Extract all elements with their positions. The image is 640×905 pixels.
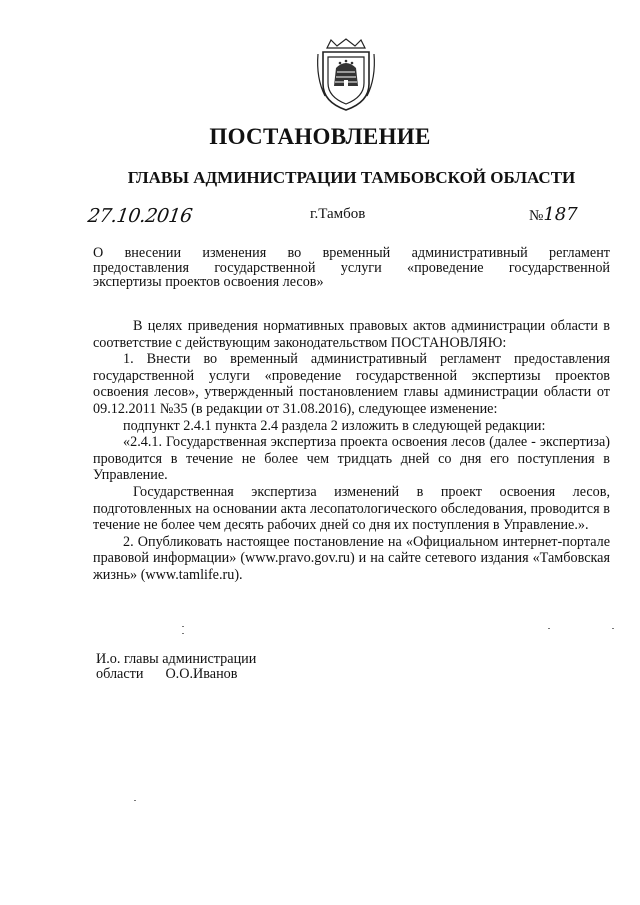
signature-position-line-1: И.о. главы администрации <box>96 651 257 667</box>
tambov-coat-of-arms-icon <box>315 38 377 112</box>
document-body <box>93 318 610 584</box>
document-subtitle: ГЛАВЫ АДМИНИСТРАЦИИ ТАМБОВСКОЙ ОБЛАСТИ <box>127 168 576 187</box>
subject-line-3: экспертизы проектов освоения лесов» <box>93 274 324 290</box>
document-number <box>529 204 578 225</box>
scan-speck <box>134 800 136 801</box>
signature-region: области <box>96 665 144 682</box>
scan-speck <box>182 626 184 627</box>
scan-speck <box>182 633 184 634</box>
document-subject <box>93 246 610 290</box>
paragraph-subitem: подпункт 2.4.1 пункта 2.4 раздела 2 изложить в следующей редакции: <box>123 417 546 434</box>
paragraph-quote-2: Государственная экспертиза изменений в проект освоения лесов, подготовленных на основании акта лесопатологического обследования, проводится в течение не более чем десять рабочих дней со дня их поступления в Управление.». <box>93 483 610 534</box>
document-date: 27.10.2016 <box>86 205 194 227</box>
paragraph-item-1: 1. Внести во временный административный регламент предоставления государственной услуги «проведение государственной экспертизы проектов освоения лесов», утвержденный постановлением главы администрации области от 09.12.2011 №35 (в редакции от 31.08.2016), следующее изменение: <box>93 351 610 417</box>
number-prefix: № <box>529 208 544 224</box>
scan-speck <box>612 628 614 629</box>
signature-position-line-2 <box>96 667 256 682</box>
signature-block <box>96 652 256 681</box>
subject-line-2: предоставления государственной услуги «проведение государственной <box>93 259 610 276</box>
paragraph-item-2: 2. Опубликовать настоящее постановление на «Официальном интернет-портале правовой информации» (www.pravo.gov.ru) и на сайте сетевого издания «Тамбовская жизнь» (www.tamlife.ru). <box>93 533 610 583</box>
paragraph-quote-1: «2.4.1. Государственная экспертиза проекта освоения лесов (далее - экспертиза) проводится в течение не более чем тридцать дней со дня его поступления в Управление. <box>93 434 610 484</box>
number-value: 187 <box>543 204 578 225</box>
scan-speck <box>548 628 550 629</box>
paragraph-preamble: В целях приведения нормативных правовых актов администрации области в соответствие с действующим законодательством ПОСТАНОВЛЯЮ: <box>93 318 610 351</box>
document-city: г.Тамбов <box>310 206 366 222</box>
document-title: ПОСТАНОВЛЕНИЕ <box>209 124 431 149</box>
subject-line-1: О внесении изменения во временный административный регламент <box>93 245 610 261</box>
signature-name: О.О.Иванов <box>165 665 238 682</box>
